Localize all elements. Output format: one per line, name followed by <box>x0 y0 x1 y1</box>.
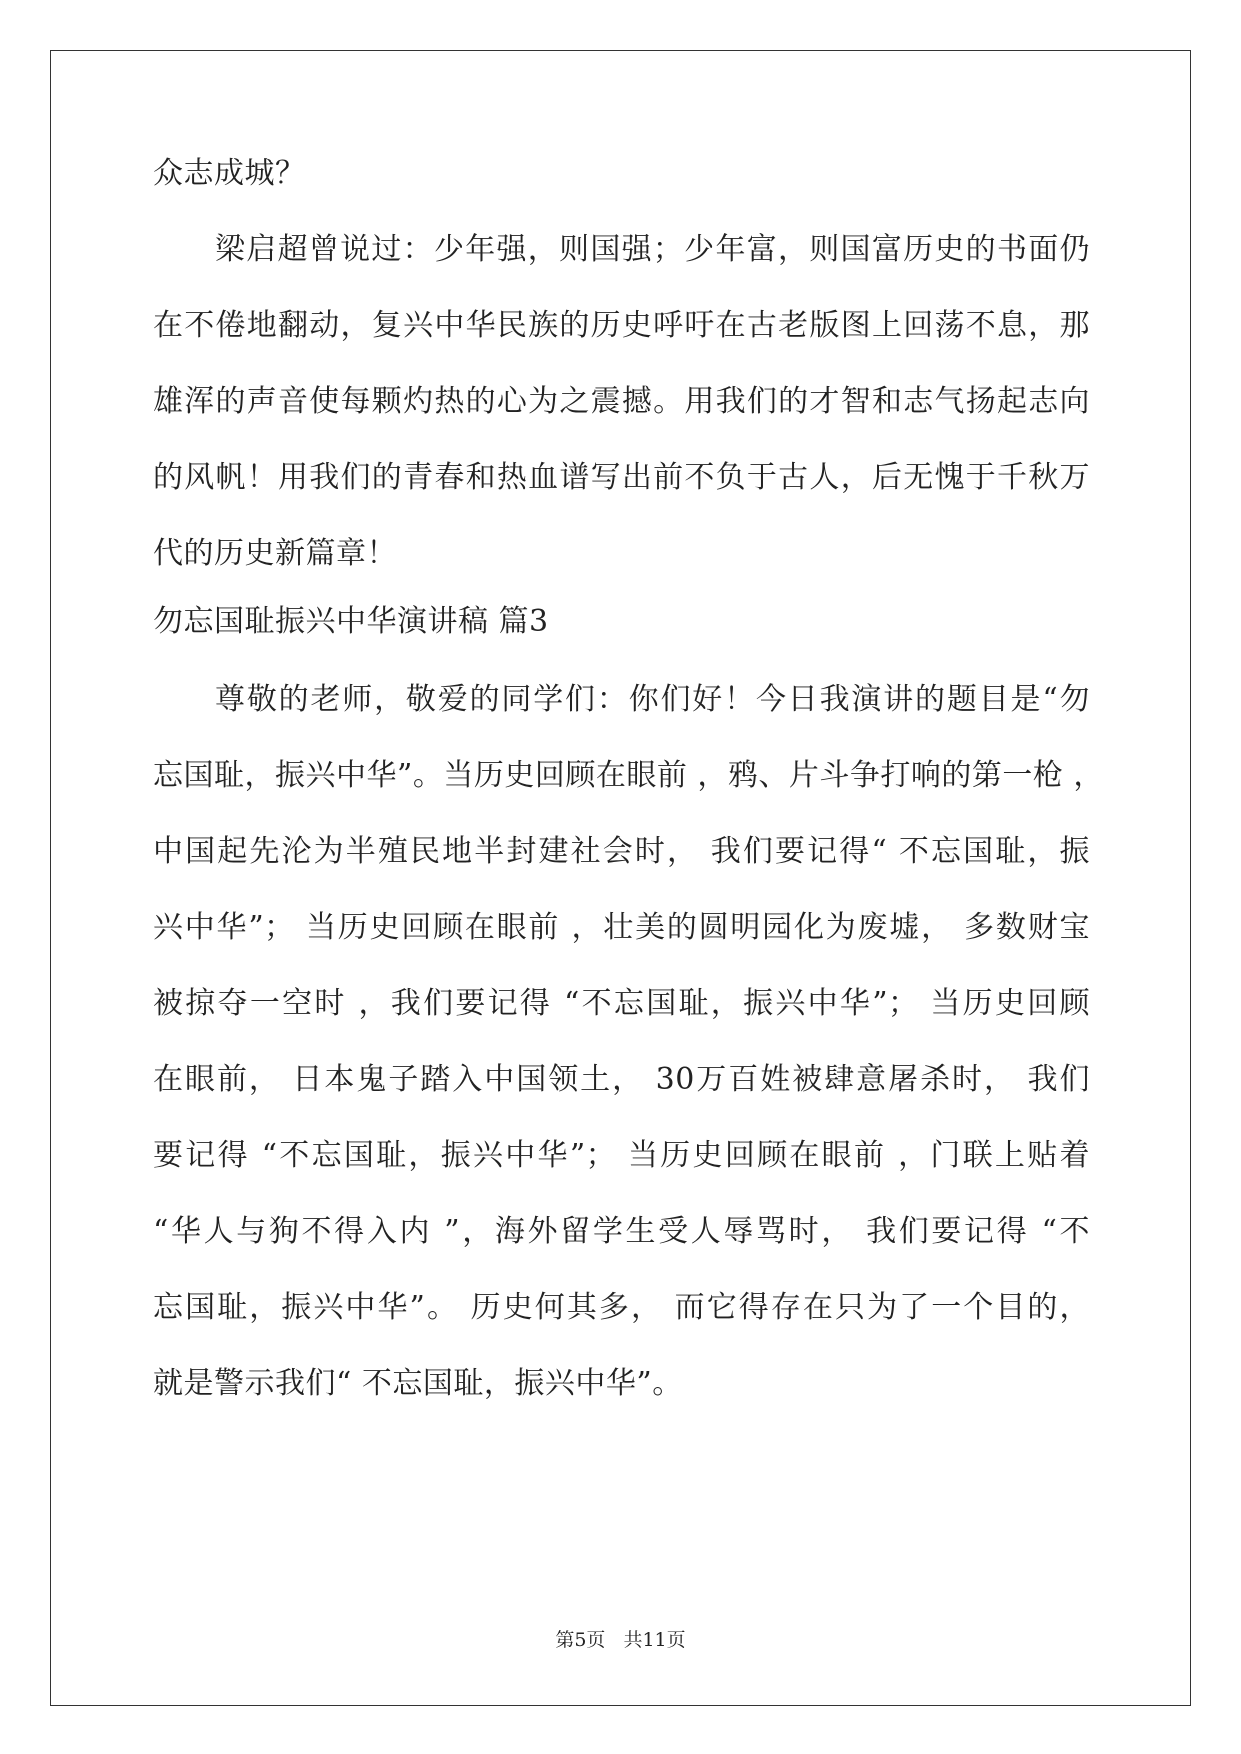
page-total: 共11页 <box>623 1629 686 1651</box>
text-line: 在不倦地翻动，复兴中华民族的历史呼吁在古老版图上回荡不息，那 <box>153 308 1090 343</box>
paragraph-start-line: 梁启超曾说过：少年强，则国强；少年富，则国富历史的书面仍 <box>215 232 1090 267</box>
text-line: 在眼前， 日本鬼子踏入中国领土， 30万百姓被肆意屠杀时， 我们 <box>153 1062 1090 1097</box>
text-line: 就是警示我们“ 不忘国耻，振兴中华”。 <box>153 1366 683 1401</box>
text-line: 代的历史新篇章！ <box>153 536 397 571</box>
paragraph-start-line: 尊敬的老师，敬爱的同学们：你们好！今日我演讲的题目是“勿 <box>215 682 1090 717</box>
page-border <box>50 50 1191 1706</box>
text-line: “华人与狗不得入内 ”，海外留学生受人辱骂时， 我们要记得 “不 <box>153 1214 1090 1249</box>
text-line: 被掠夺一空时 ，我们要记得 “不忘国耻，振兴中华”； 当历史回顾 <box>153 986 1090 1021</box>
text-line: 中国起先沦为半殖民地半封建社会时， 我们要记得“ 不忘国耻，振 <box>153 834 1090 869</box>
text-line: 忘国耻，振兴中华”。 历史何其多， 而它得存在只为了一个目的， <box>153 1290 1090 1325</box>
page-number: 第5页 <box>555 1629 606 1651</box>
section-heading: 勿忘国耻振兴中华演讲稿 篇3 <box>153 604 549 639</box>
text-line: 忘国耻，振兴中华”。当历史回顾在眼前 ，鸦、片斗争打响的第一枪 ， <box>153 758 1104 793</box>
text-line: 众志成城？ <box>153 156 306 191</box>
page-footer <box>0 1625 1241 1652</box>
text-line: 要记得 “不忘国耻，振兴中华”； 当历史回顾在眼前 ，门联上贴着 <box>153 1138 1090 1173</box>
text-line: 的风帆！用我们的青春和热血谱写出前不负于古人，后无愧于千秋万 <box>153 460 1090 495</box>
text-line: 兴中华”； 当历史回顾在眼前 ，壮美的圆明园化为废墟， 多数财宝 <box>153 910 1090 945</box>
text-line: 雄浑的声音使每颗灼热的心为之震撼。用我们的才智和志气扬起志向 <box>153 384 1090 419</box>
